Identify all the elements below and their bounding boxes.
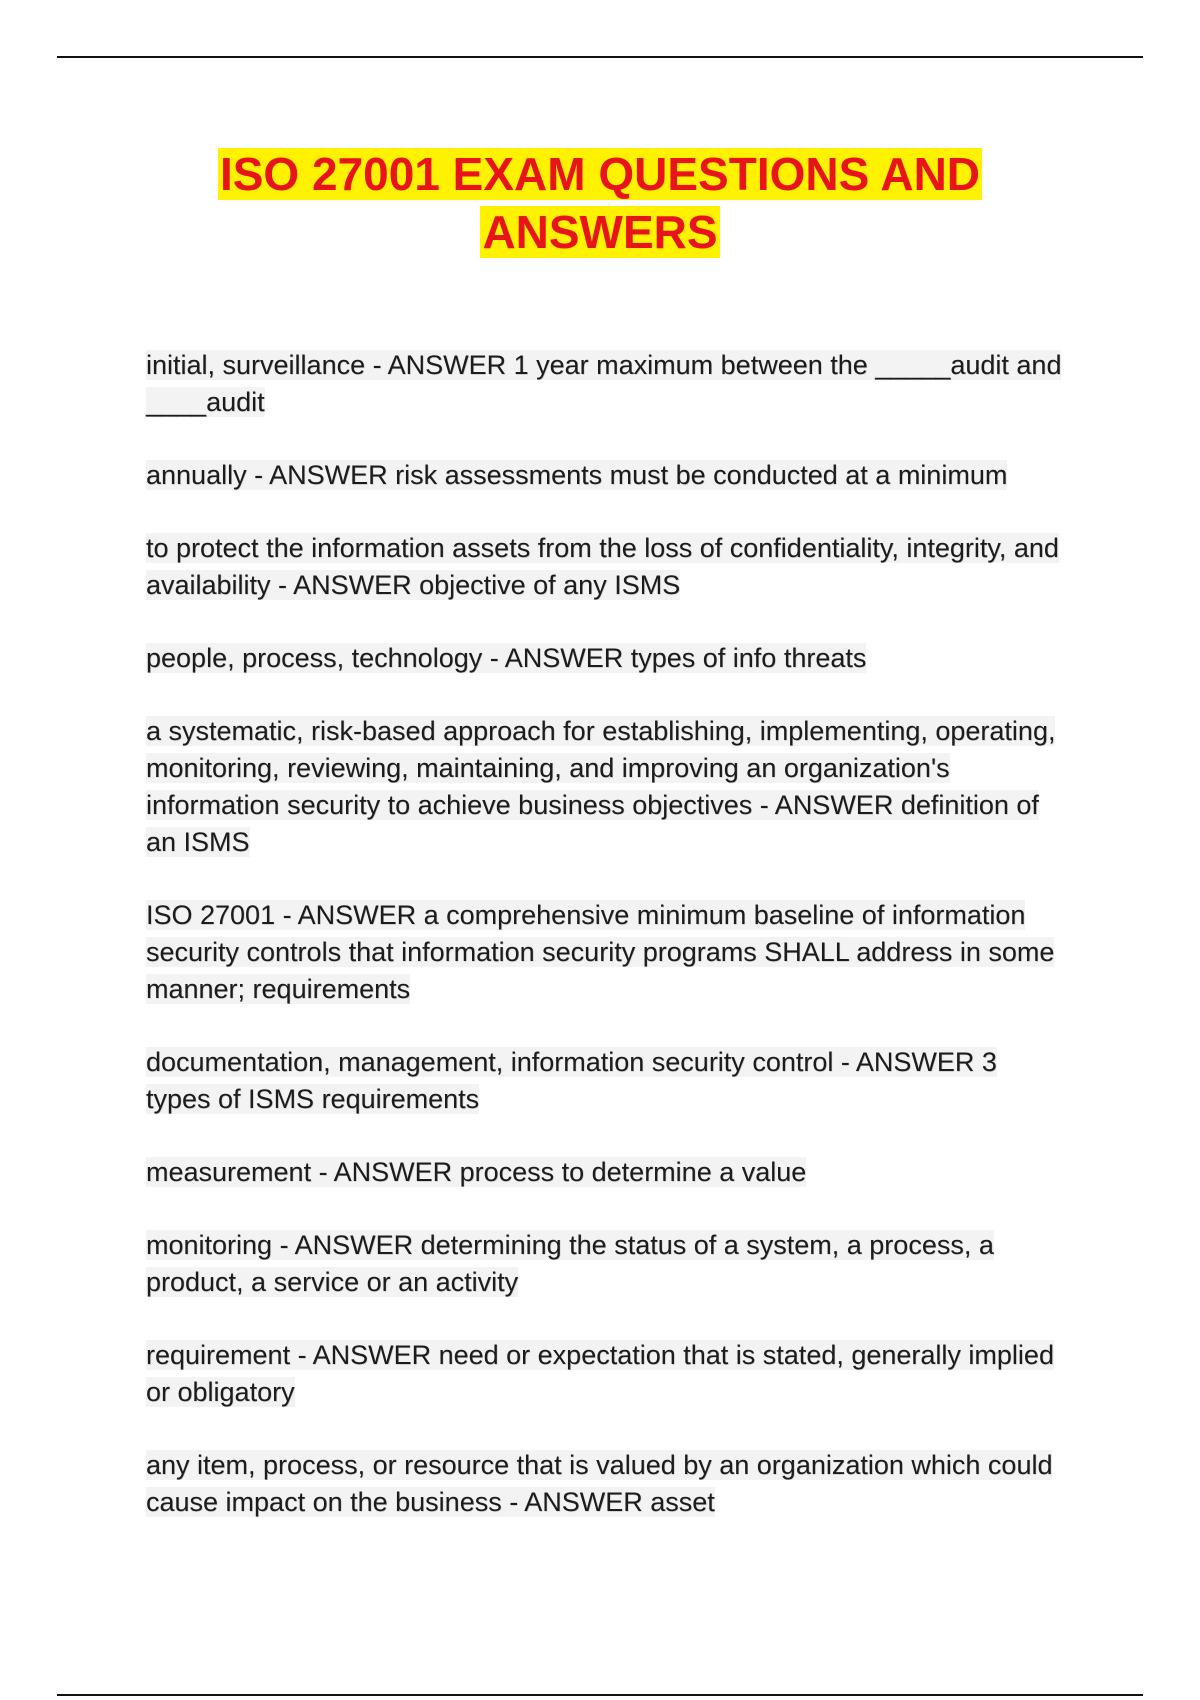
qa-item-text: measurement - ANSWER process to determine a value <box>146 1157 807 1187</box>
qa-item <box>146 640 1066 677</box>
title-line-1: ISO 27001 EXAM QUESTIONS AND <box>219 148 981 200</box>
qa-item-text: a systematic, risk-based approach for establishing, implementing, operating, monitoring, reviewing, maintaining, and improving an organization's information security to achieve business objectives - ANSWER definition of an ISMS <box>146 716 1056 857</box>
title-line-2: ANSWERS <box>482 206 718 258</box>
qa-item-text: people, process, technology - ANSWER types of info threats <box>146 643 867 673</box>
qa-item-text: to protect the information assets from the loss of confidentiality, integrity, and availability - ANSWER objective of any ISMS <box>146 533 1059 600</box>
top-divider <box>57 56 1143 58</box>
qa-item-text: ISO 27001 - ANSWER a comprehensive minimum baseline of information security controls that information security programs SHALL address in some manner; requirements <box>146 900 1055 1004</box>
qa-list <box>146 347 1066 1557</box>
qa-item <box>146 347 1066 421</box>
qa-item <box>146 530 1066 604</box>
document-title <box>0 145 1200 261</box>
qa-item-text: documentation, management, information security control - ANSWER 3 types of ISMS requirements <box>146 1047 997 1114</box>
qa-item-text: monitoring - ANSWER determining the status of a system, a process, a product, a service or an activity <box>146 1230 994 1297</box>
qa-item-text: initial, surveillance - ANSWER 1 year maximum between the _____audit and ____audit <box>146 350 1062 417</box>
qa-item <box>146 1447 1066 1521</box>
bottom-divider <box>57 1694 1143 1696</box>
qa-item <box>146 1227 1066 1301</box>
qa-item-text: any item, process, or resource that is valued by an organization which could cause impact on the business - ANSWER asset <box>146 1450 1053 1517</box>
qa-item-text: annually - ANSWER risk assessments must be conducted at a minimum <box>146 460 1008 490</box>
qa-item <box>146 1154 1066 1191</box>
qa-item <box>146 713 1066 861</box>
qa-item-text: requirement - ANSWER need or expectation that is stated, generally implied or obligatory <box>146 1340 1054 1407</box>
qa-item <box>146 457 1066 494</box>
qa-item <box>146 897 1066 1008</box>
qa-item <box>146 1044 1066 1118</box>
qa-item <box>146 1337 1066 1411</box>
